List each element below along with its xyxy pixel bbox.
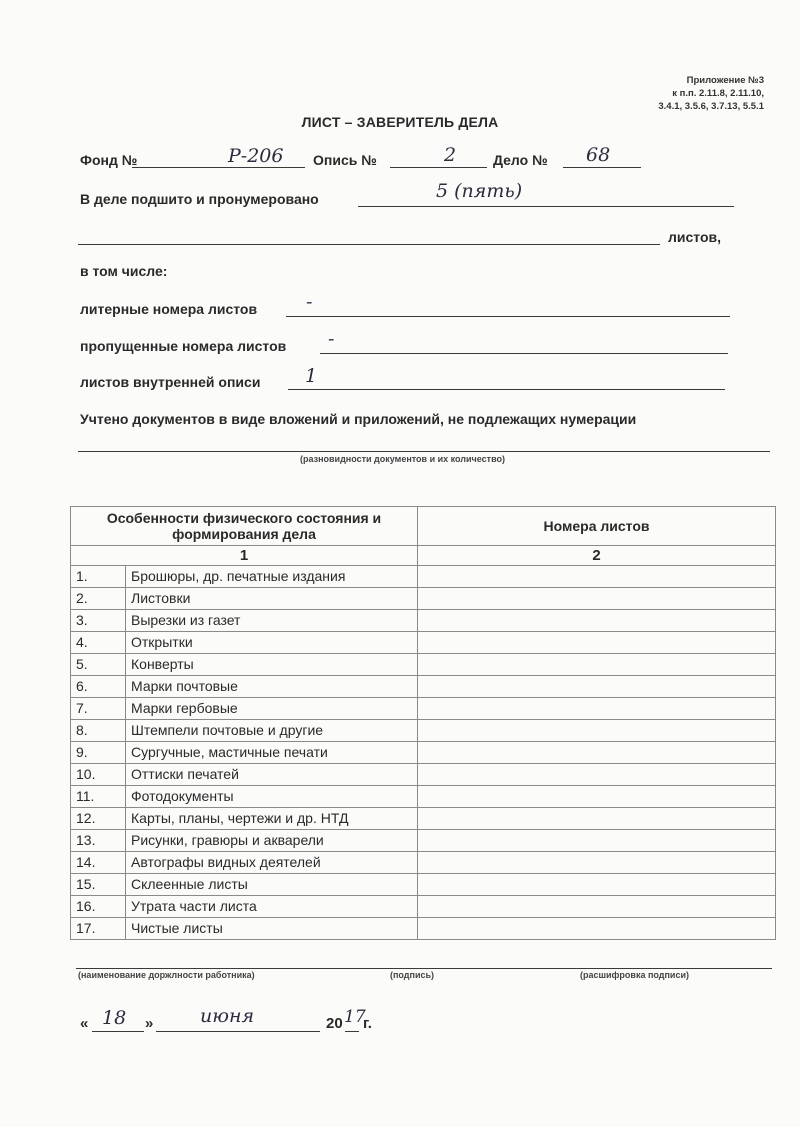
table-row [71,808,776,830]
table-row [71,654,776,676]
table-row [71,874,776,896]
row-feature: Открытки [126,632,418,654]
attachments-caption: (разновидности документов и их количество) [300,454,505,464]
row-feature: Склеенные листы [126,874,418,896]
row-feature: Карты, планы, чертежи и др. НТД [126,808,418,830]
row-sheet-numbers[interactable] [418,566,776,588]
row-sheet-numbers[interactable] [418,654,776,676]
row-number: 10. [71,764,126,786]
row-number: 14. [71,852,126,874]
row-number: 5. [71,654,126,676]
row-sheet-numbers[interactable] [418,852,776,874]
row-feature: Рисунки, гравюры и акварели [126,830,418,852]
physical-state-table [70,506,776,940]
missing-numbers-line [320,353,728,354]
table-row [71,764,776,786]
missing-numbers-label: пропущенные номера листов [80,338,287,354]
row-sheet-numbers[interactable] [418,742,776,764]
row-feature: Марки почтовые [126,676,418,698]
date-year-prefix: 20 [326,1015,343,1032]
col2-number: 2 [418,546,776,566]
row-sheet-numbers[interactable] [418,764,776,786]
row-sheet-numbers[interactable] [418,632,776,654]
table-body [71,566,776,940]
date-year-end: г. [363,1015,372,1032]
row-number: 7. [71,698,126,720]
sewn-value[interactable]: 5 (пять) [436,180,523,202]
table-row [71,676,776,698]
row-feature: Фотодокументы [126,786,418,808]
row-sheet-numbers[interactable] [418,676,776,698]
missing-numbers-value[interactable]: - [328,328,335,350]
row-sheet-numbers[interactable] [418,808,776,830]
fond-line [132,167,305,168]
letter-numbers-label: литерные номера листов [80,301,258,317]
date-month-line [156,1031,320,1032]
inner-inventory-line [288,389,725,390]
row-number: 17. [71,918,126,940]
fond-value[interactable]: Р-206 [228,145,284,167]
row-number: 3. [71,610,126,632]
opis-label: Опись № [313,152,377,168]
delo-label: Дело № [493,152,548,168]
annex-line-2: к п.п. 2.11.8, 2.11.10, [672,88,764,99]
row-number: 13. [71,830,126,852]
date-day-line [92,1031,144,1032]
inner-inventory-label: листов внутренней описи [80,374,261,390]
attachments-line [78,451,770,452]
row-feature: Марки гербовые [126,698,418,720]
opis-line [390,167,487,168]
signature-line [76,968,772,969]
row-feature: Сургучные, мастичные печати [126,742,418,764]
letter-numbers-value[interactable]: - [306,291,313,313]
row-feature: Чистые листы [126,918,418,940]
fond-label: Фонд № [80,152,138,168]
inner-inventory-value[interactable]: 1 [305,365,318,387]
row-sheet-numbers[interactable] [418,918,776,940]
page-title: ЛИСТ – ЗАВЕРИТЕЛЬ ДЕЛА [301,114,499,130]
sheets-suffix: листов, [668,229,722,245]
row-sheet-numbers[interactable] [418,786,776,808]
table-row [71,588,776,610]
table-row [71,786,776,808]
row-number: 9. [71,742,126,764]
row-number: 12. [71,808,126,830]
table-row [71,830,776,852]
row-feature: Брошюры, др. печатные издания [126,566,418,588]
delo-line [563,167,641,168]
row-number: 4. [71,632,126,654]
date-month[interactable]: июня [200,1005,255,1027]
sign-caption: (подпись) [390,970,435,980]
col2-header: Номера листов [418,507,776,546]
row-number: 11. [71,786,126,808]
table-row [71,632,776,654]
including-label: в том числе: [80,263,168,279]
row-number: 15. [71,874,126,896]
delo-value[interactable]: 68 [586,144,611,166]
sewn-line [358,206,734,207]
row-feature: Конверты [126,654,418,676]
sewn-continuation-line [78,244,660,245]
date-year-suffix[interactable]: 17 [344,1007,366,1027]
row-feature: Листовки [126,588,418,610]
letter-numbers-line [286,316,730,317]
row-number: 16. [71,896,126,918]
date-year-line [345,1031,359,1032]
col1-number: 1 [71,546,418,566]
table-row [71,610,776,632]
date-close-quote: » [145,1015,154,1032]
date-open-quote: « [80,1015,89,1032]
table-row [71,698,776,720]
table-row [71,720,776,742]
sewn-label: В деле подшито и пронумеровано [80,191,319,207]
row-feature: Вырезки из газет [126,610,418,632]
row-feature: Утрата части листа [126,896,418,918]
table-row [71,852,776,874]
annex-line-3: 3.4.1, 3.5.6, 3.7.13, 5.5.1 [658,101,764,112]
row-sheet-numbers[interactable] [418,610,776,632]
row-number: 1. [71,566,126,588]
table-row [71,742,776,764]
table-row [71,896,776,918]
row-sheet-numbers[interactable] [418,588,776,610]
row-sheet-numbers[interactable] [418,698,776,720]
row-sheet-numbers[interactable] [418,874,776,896]
table-row [71,918,776,940]
opis-value[interactable]: 2 [444,144,457,166]
date-day[interactable]: 18 [102,1007,127,1029]
annex-line-1: Приложение №3 [686,75,764,86]
position-caption: (наименование доржлности работника) [78,970,255,980]
row-sheet-numbers[interactable] [418,720,776,742]
decode-caption: (расшифровка подписи) [580,970,689,980]
row-feature: Оттиски печатей [126,764,418,786]
row-number: 8. [71,720,126,742]
row-number: 2. [71,588,126,610]
col1-header: Особенности физического состояния и формирования дела [71,507,418,546]
row-feature: Автографы видных деятелей [126,852,418,874]
attachments-label: Учтено документов в виде вложений и приложений, не подлежащих нумерации [80,411,637,427]
row-feature: Штемпели почтовые и другие [126,720,418,742]
row-number: 6. [71,676,126,698]
table-row [71,566,776,588]
annex-note [564,74,764,113]
row-sheet-numbers[interactable] [418,896,776,918]
row-sheet-numbers[interactable] [418,830,776,852]
